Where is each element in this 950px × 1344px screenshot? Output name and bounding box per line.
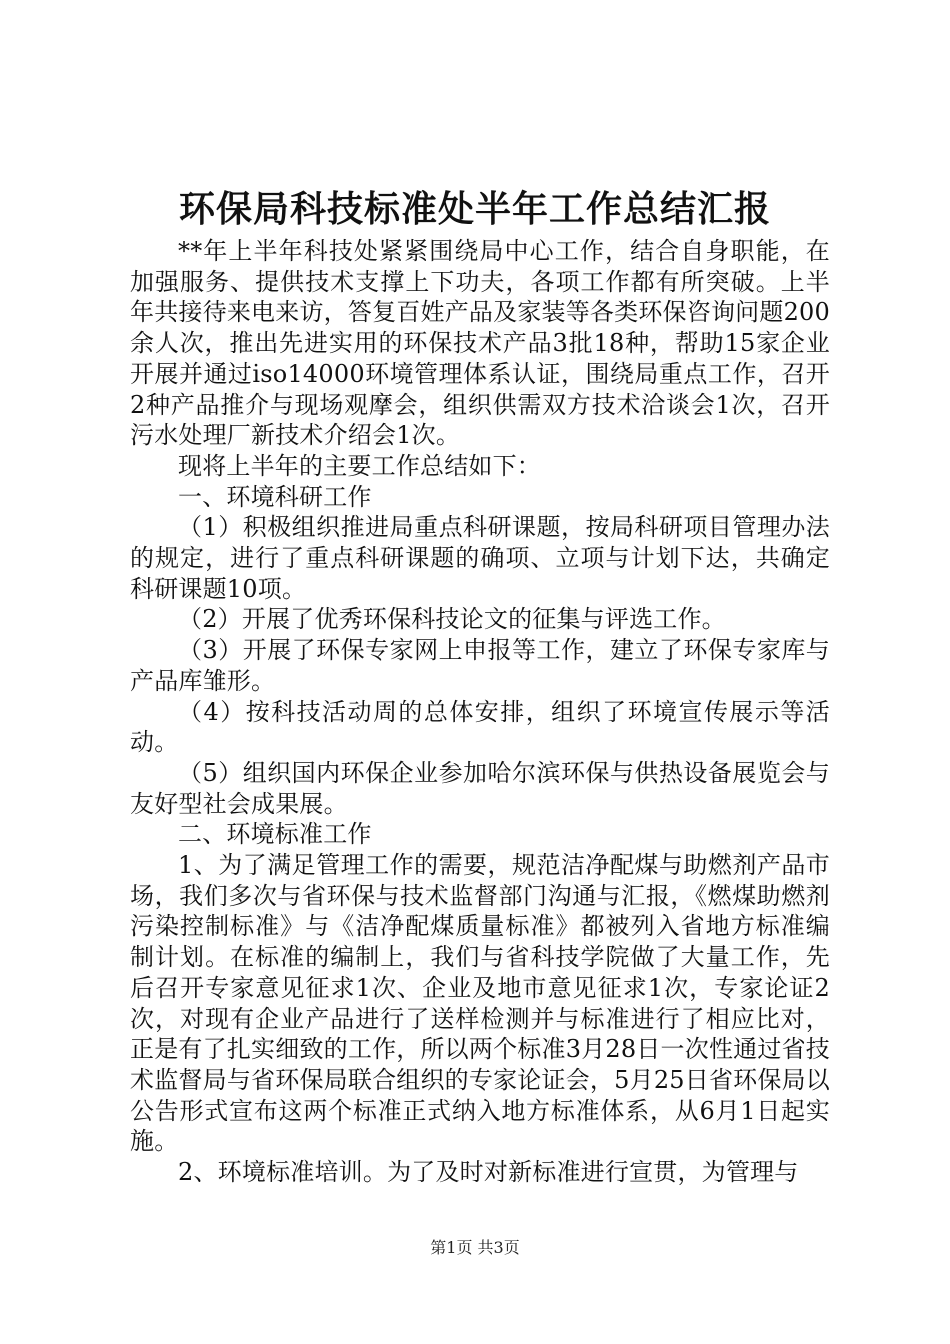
document-title: 环保局科技标准处半年工作总结汇报 <box>178 188 771 230</box>
research-item-5: （5）组织国内环保企业参加哈尔滨环保与供热设备展览会与友好型社会成果展。 <box>130 758 830 818</box>
research-item-3: （3）开展了环保专家网上申报等工作，建立了环保专家库与产品库雏形。 <box>130 636 830 695</box>
section-heading-standards: 二、环境标准工作 <box>178 820 372 849</box>
document-body <box>130 236 830 1188</box>
section-heading-research: 一、环境科研工作 <box>178 482 372 511</box>
summary-intro-line: 现将上半年的主要工作总结如下： <box>178 451 541 480</box>
page-number-footer: 第1页 共3页 <box>430 1238 520 1257</box>
standards-item-1: 1、为了满足管理工作的需要，规范洁净配煤与助燃剂产品市场，我们多次与省环保与技术监督部门沟通与汇报，《燃煤助燃剂污染控制标准》与《洁净配煤质量标准》都被列入省地方标准编制计划。在标准的编制上，我们与省科技学院做了大量工作，先后召开专家意见征求1次、企业及地市意见征求1次，专家论证2次，对现有企业产品进行了送样检测并与标准进行了相应比对，正是有了扎实细致的工作，所以两个标准3月28日一次性通过省技术监督局与省环保局联合组织的专家论证会，5月25日省环保局以公告形式宣布这两个标准正式纳入地方标准体系，从6月1日起实施。 <box>130 851 830 1156</box>
research-item-1: （1）积极组织推进局重点科研课题，按局科研项目管理办法的规定，进行了重点科研课题的确项、立项与计划下达，共确定科研课题10项。 <box>130 513 830 603</box>
intro-paragraph: **年上半年科技处紧紧围绕局中心工作，结合自身职能，在加强服务、提供技术支撑上下功夫，各项工作都有所突破。上半年共接待来电来访，答复百姓产品及家装等各类环保咨询问题200余人次，推出先进实用的环保技术产品3批18种，帮助15家企业开展并通过iso14000环境管理体系认证，围绕局重点工作，召开2种产品推介与现场观摩会，组织供需双方技术洽谈会1次，召开污水处理厂新技术介绍会1次。 <box>130 237 830 450</box>
standards-item-2: 2、环境标准培训。为了及时对新标准进行宣贯，为管理与 <box>178 1158 799 1187</box>
research-item-2: （2）开展了优秀环保科技论文的征集与评选工作。 <box>178 605 726 634</box>
research-item-4: （4）按科技活动周的总体安排，组织了环境宣传展示等活动。 <box>130 697 830 757</box>
